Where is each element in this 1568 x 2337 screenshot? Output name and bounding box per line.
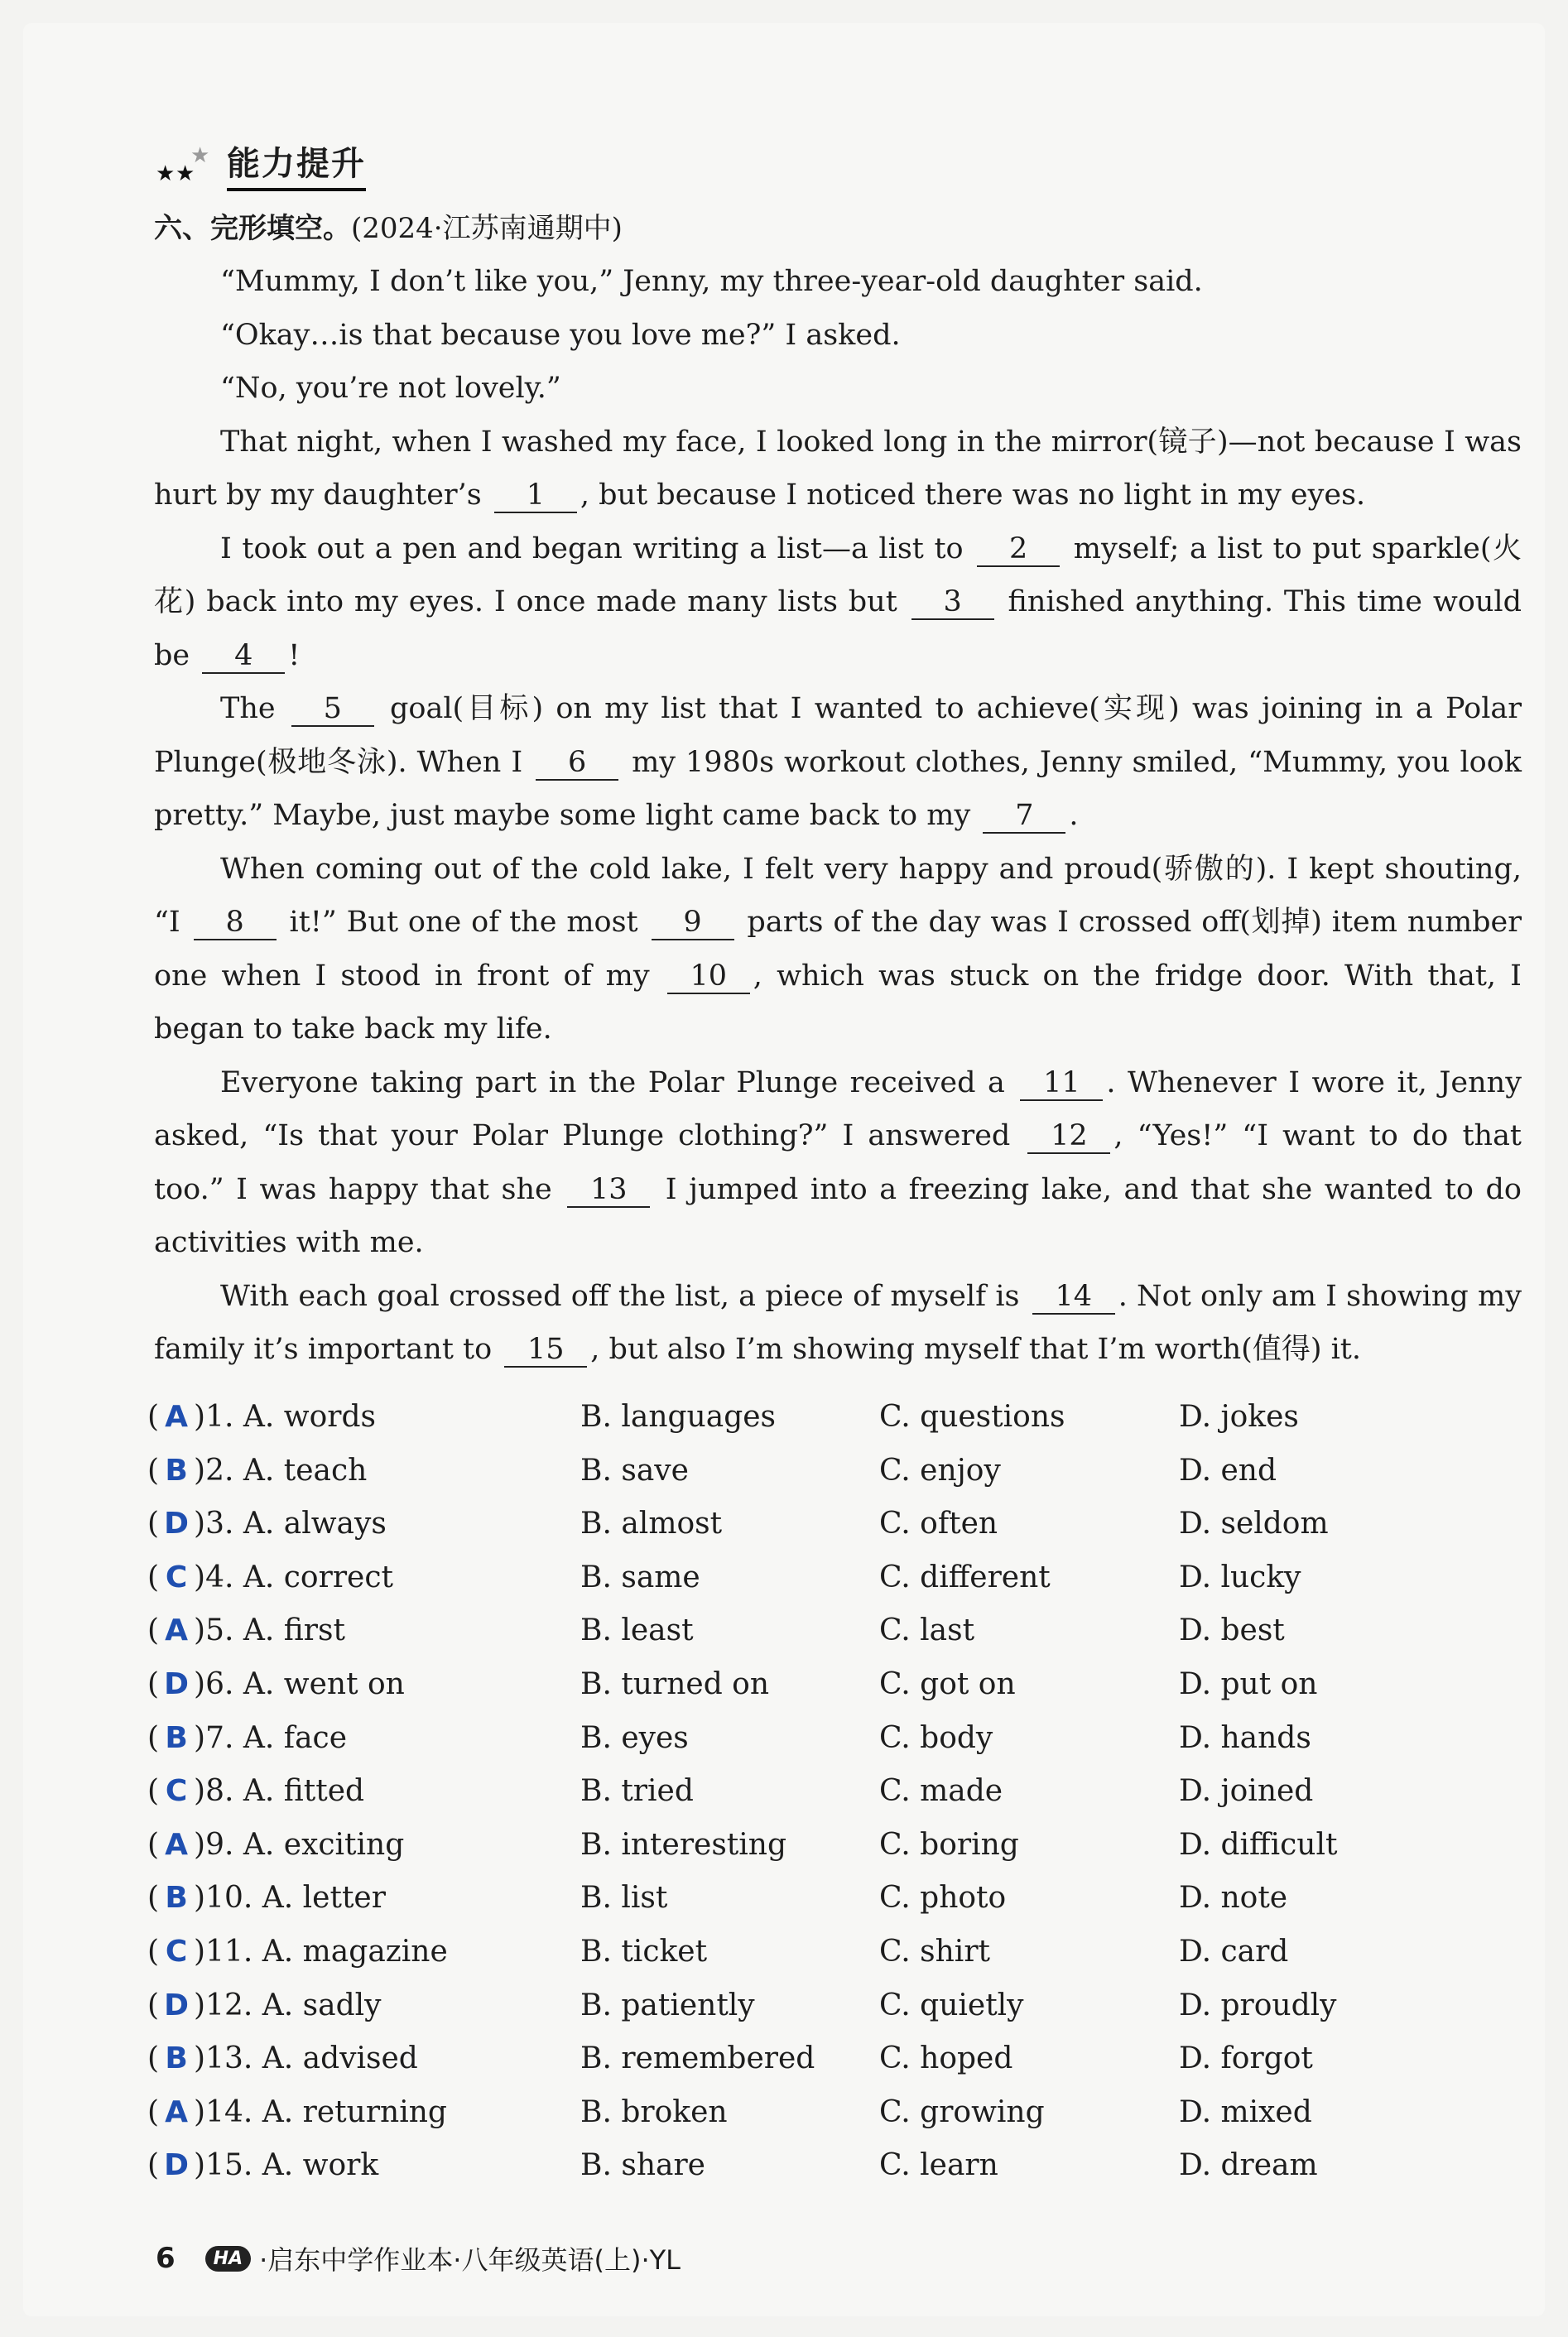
answer-bracket: ( D )6. A. went on [147, 1666, 405, 1701]
option-b: B. broken [580, 2094, 728, 2129]
book-title: ·启东中学作业本·八年级英语(上)·YL [259, 2244, 681, 2276]
blank-2: 2 [977, 532, 1060, 567]
option-c: C. body [879, 1720, 993, 1755]
option-d: D. end [1179, 1453, 1277, 1488]
question-row [147, 1820, 1555, 1873]
option-d: D. note [1179, 1881, 1288, 1916]
answer-bracket: ( A )5. A. first [147, 1613, 345, 1648]
blank-12: 12 [1027, 1119, 1110, 1154]
passage-text: . Not only am I showing my family it’s important to [154, 1279, 1522, 1366]
option-b: B. almost [580, 1507, 723, 1541]
question-row [147, 2033, 1555, 2087]
answer-letter: B [165, 1720, 188, 1755]
option-a: )5. A. first [194, 1613, 345, 1648]
passage-paragraph [154, 1270, 1522, 1377]
answer-bracket: ( D )3. A. always [147, 1507, 387, 1541]
answer-letter: C [165, 1560, 188, 1594]
passage-paragraph [154, 255, 1522, 309]
option-b: B. tried [580, 1774, 694, 1809]
option-a: )7. A. face [194, 1720, 348, 1755]
ha-badge: HA [205, 2246, 251, 2272]
option-a: )11. A. magazine [194, 1934, 448, 1969]
passage-text: my 1980s workout clothes, Jenny smiled, “Mummy, you look pretty.” Maybe, just maybe some light came back to my [154, 745, 1522, 832]
blank-1: 1 [494, 478, 577, 513]
question-row [147, 2087, 1555, 2141]
answer-letter: D [164, 1988, 189, 2022]
option-c: C. made [879, 1774, 1003, 1809]
option-d: D. dream [1179, 2148, 1318, 2183]
passage-text: That night, when I washed my face, I looked long in the mirror(镜子)—not because I was hurt by my daughter’s [154, 425, 1522, 512]
option-c: C. last [879, 1613, 975, 1648]
option-d: D. put on [1179, 1666, 1318, 1701]
option-c: C. boring [879, 1827, 1019, 1862]
blank-14: 14 [1032, 1280, 1115, 1315]
option-c: C. growing [879, 2094, 1045, 2129]
passage-text: I took out a pen and began writing a list—a list to [220, 531, 974, 565]
answer-bracket: ( B )10. A. letter [147, 1881, 386, 1916]
passage-paragraph [154, 309, 1522, 363]
option-a: )9. A. exciting [194, 1827, 405, 1862]
option-c: C. hoped [879, 2041, 1013, 2076]
answer-letter: C [165, 1774, 188, 1809]
passage-text: “Okay…is that because you love me?” I asked. [220, 318, 901, 352]
option-d: D. difficult [1179, 1827, 1338, 1862]
passage-paragraph [154, 843, 1522, 1056]
option-c: C. questions [879, 1400, 1065, 1434]
option-a: )12. A. sadly [194, 1988, 382, 2022]
option-a: )14. A. returning [194, 2094, 447, 2129]
option-b: B. turned on [580, 1666, 770, 1701]
stars-icon: ★ ★ ★ [156, 143, 210, 186]
blank-3: 3 [911, 585, 994, 620]
answer-bracket: ( D )15. A. work [147, 2148, 379, 2183]
passage-text: , but also I’m showing myself that I’m worth(值得) it. [590, 1333, 1361, 1366]
option-b: B. same [580, 1560, 700, 1594]
question-row [147, 1873, 1555, 1926]
passage-text: Everyone taking part in the Polar Plunge received a [220, 1065, 1017, 1099]
blank-11: 11 [1020, 1066, 1103, 1101]
passage-text: With each goal crossed off the list, a piece of myself is [220, 1279, 1029, 1313]
answer-bracket: ( B )2. A. teach [147, 1453, 368, 1488]
option-d: D. mixed [1179, 2094, 1312, 2129]
blank-7: 7 [983, 799, 1065, 834]
answer-letter: A [165, 1613, 188, 1648]
option-b: B. patiently [580, 1988, 755, 2022]
answer-bracket: ( C )8. A. fitted [147, 1774, 365, 1809]
question-row [147, 1552, 1555, 1606]
option-d: D. proudly [1179, 1988, 1337, 2022]
option-d: D. best [1179, 1613, 1285, 1648]
option-a: )8. A. fitted [194, 1774, 365, 1809]
blank-9: 9 [652, 906, 734, 940]
page [23, 23, 1545, 2316]
option-c: C. quietly [879, 1988, 1024, 2022]
option-b: B. interesting [580, 1827, 787, 1862]
question-row [147, 1392, 1555, 1445]
answer-letter: A [165, 1827, 188, 1862]
passage-text: parts of the day was I crossed off(划掉) item number one when I stood in front of my [154, 906, 1522, 993]
blank-4: 4 [202, 639, 285, 674]
answer-options [147, 1392, 1555, 2194]
answer-letter: D [164, 1507, 189, 1541]
option-d: D. card [1179, 1934, 1289, 1969]
question-row [147, 1605, 1555, 1659]
passage-paragraph [154, 416, 1522, 522]
answer-letter: B [165, 2041, 188, 2076]
option-c: C. learn [879, 2148, 998, 2183]
option-d: D. seldom [1179, 1507, 1329, 1541]
option-a: )2. A. teach [194, 1453, 368, 1488]
answer-bracket: ( A )14. A. returning [147, 2094, 447, 2129]
answer-bracket: ( A )1. A. words [147, 1400, 376, 1434]
blank-6: 6 [536, 746, 618, 781]
passage-text: goal(目标) on my list that I wanted to achieve(实现) was joining in a Polar Plunge(极地冬泳). When I [154, 692, 1522, 779]
answer-bracket: ( A )9. A. exciting [147, 1827, 405, 1862]
question-row [147, 1659, 1555, 1713]
option-b: B. list [580, 1881, 668, 1916]
cloze-passage [154, 255, 1522, 1377]
blank-8: 8 [194, 906, 277, 940]
option-b: B. ticket [580, 1934, 708, 1969]
passage-text: “Mummy, I don’t like you,” Jenny, my three-year-old daughter said. [220, 265, 1203, 298]
option-c: C. photo [879, 1881, 1007, 1916]
option-c: C. got on [879, 1666, 1016, 1701]
option-a: )3. A. always [194, 1507, 387, 1541]
header-title: 能力提升 [227, 137, 366, 191]
answer-letter: C [165, 1934, 188, 1969]
passage-text: , “Yes!” “I want to do that too.” I was happy that she [154, 1119, 1522, 1206]
question-row [147, 1926, 1555, 1980]
answer-bracket: ( D )12. A. sadly [147, 1988, 382, 2022]
option-b: B. save [580, 1453, 689, 1488]
option-c: C. often [879, 1507, 998, 1541]
option-a: )1. A. words [194, 1400, 376, 1434]
option-a: )10. A. letter [194, 1881, 386, 1916]
passage-text: . [1069, 799, 1079, 832]
passage-paragraph [154, 682, 1522, 843]
exercise-source: (2024·江苏南通期中) [351, 212, 623, 245]
question-row [147, 1498, 1555, 1552]
passage-text: When coming out of the cold lake, I felt very happy and proud(骄傲的). I kept shouting, “I [154, 852, 1522, 939]
answer-letter: A [165, 2094, 188, 2129]
option-d: D. hands [1179, 1720, 1311, 1755]
exercise-label: 六、完形填空。 [154, 212, 351, 245]
passage-paragraph [154, 362, 1522, 416]
option-c: C. different [879, 1560, 1051, 1594]
passage-text: it!” But one of the most [279, 906, 648, 939]
passage-text: myself; a list to put sparkle(火花) back into my eyes. I once made many lists but [154, 531, 1522, 618]
answer-bracket: ( B )7. A. face [147, 1720, 348, 1755]
answer-bracket: ( B )13. A. advised [147, 2041, 418, 2076]
option-c: C. enjoy [879, 1453, 1001, 1488]
blank-5: 5 [291, 692, 374, 727]
answer-bracket: ( C )11. A. magazine [147, 1934, 448, 1969]
option-d: D. forgot [1179, 2041, 1313, 2076]
answer-letter: B [165, 1453, 188, 1488]
option-d: D. lucky [1179, 1560, 1301, 1594]
answer-letter: D [164, 1666, 189, 1701]
passage-text: finished anything. This time would be [154, 585, 1522, 672]
option-b: B. remembered [580, 2041, 815, 2076]
question-row [147, 1766, 1555, 1820]
option-d: D. joined [1179, 1774, 1314, 1809]
passage-text: ! [288, 638, 301, 672]
option-b: B. eyes [580, 1720, 689, 1755]
passage-text: . Whenever I wore it, Jenny asked, “Is that your Polar Plunge clothing?” I answered [154, 1065, 1522, 1152]
option-a: )15. A. work [194, 2148, 379, 2183]
blank-10: 10 [667, 959, 750, 994]
passage-text: The [220, 692, 288, 725]
passage-text: “No, you’re not lovely.” [220, 372, 561, 405]
option-b: B. languages [580, 1400, 777, 1434]
question-row [147, 1980, 1555, 2034]
option-d: D. jokes [1179, 1400, 1299, 1434]
passage-text: I jumped into a freezing lake, and that she wanted to do activities with me. [154, 1172, 1522, 1259]
option-b: B. least [580, 1613, 694, 1648]
passage-text: , but because I noticed there was no light in my eyes. [580, 478, 1366, 512]
passage-text: , which was stuck on the fridge door. With that, I began to take back my life. [154, 959, 1522, 1046]
blank-13: 13 [567, 1173, 650, 1208]
option-c: C. shirt [879, 1934, 990, 1969]
passage-paragraph [154, 522, 1522, 683]
page-footer [156, 2240, 681, 2277]
question-row [147, 1713, 1555, 1767]
option-a: )4. A. correct [194, 1560, 393, 1594]
answer-letter: D [164, 2148, 189, 2183]
answer-letter: B [165, 1881, 188, 1916]
question-row [147, 1445, 1555, 1499]
option-a: )6. A. went on [194, 1666, 405, 1701]
answer-letter: A [165, 1400, 188, 1434]
exercise-title [154, 205, 623, 246]
section-header [156, 139, 366, 189]
answer-bracket: ( C )4. A. correct [147, 1560, 393, 1594]
page-number: 6 [156, 2242, 176, 2275]
option-a: )13. A. advised [194, 2041, 418, 2076]
passage-paragraph [154, 1056, 1522, 1270]
question-row [147, 2140, 1555, 2194]
option-b: B. share [580, 2148, 705, 2183]
blank-15: 15 [504, 1333, 587, 1368]
